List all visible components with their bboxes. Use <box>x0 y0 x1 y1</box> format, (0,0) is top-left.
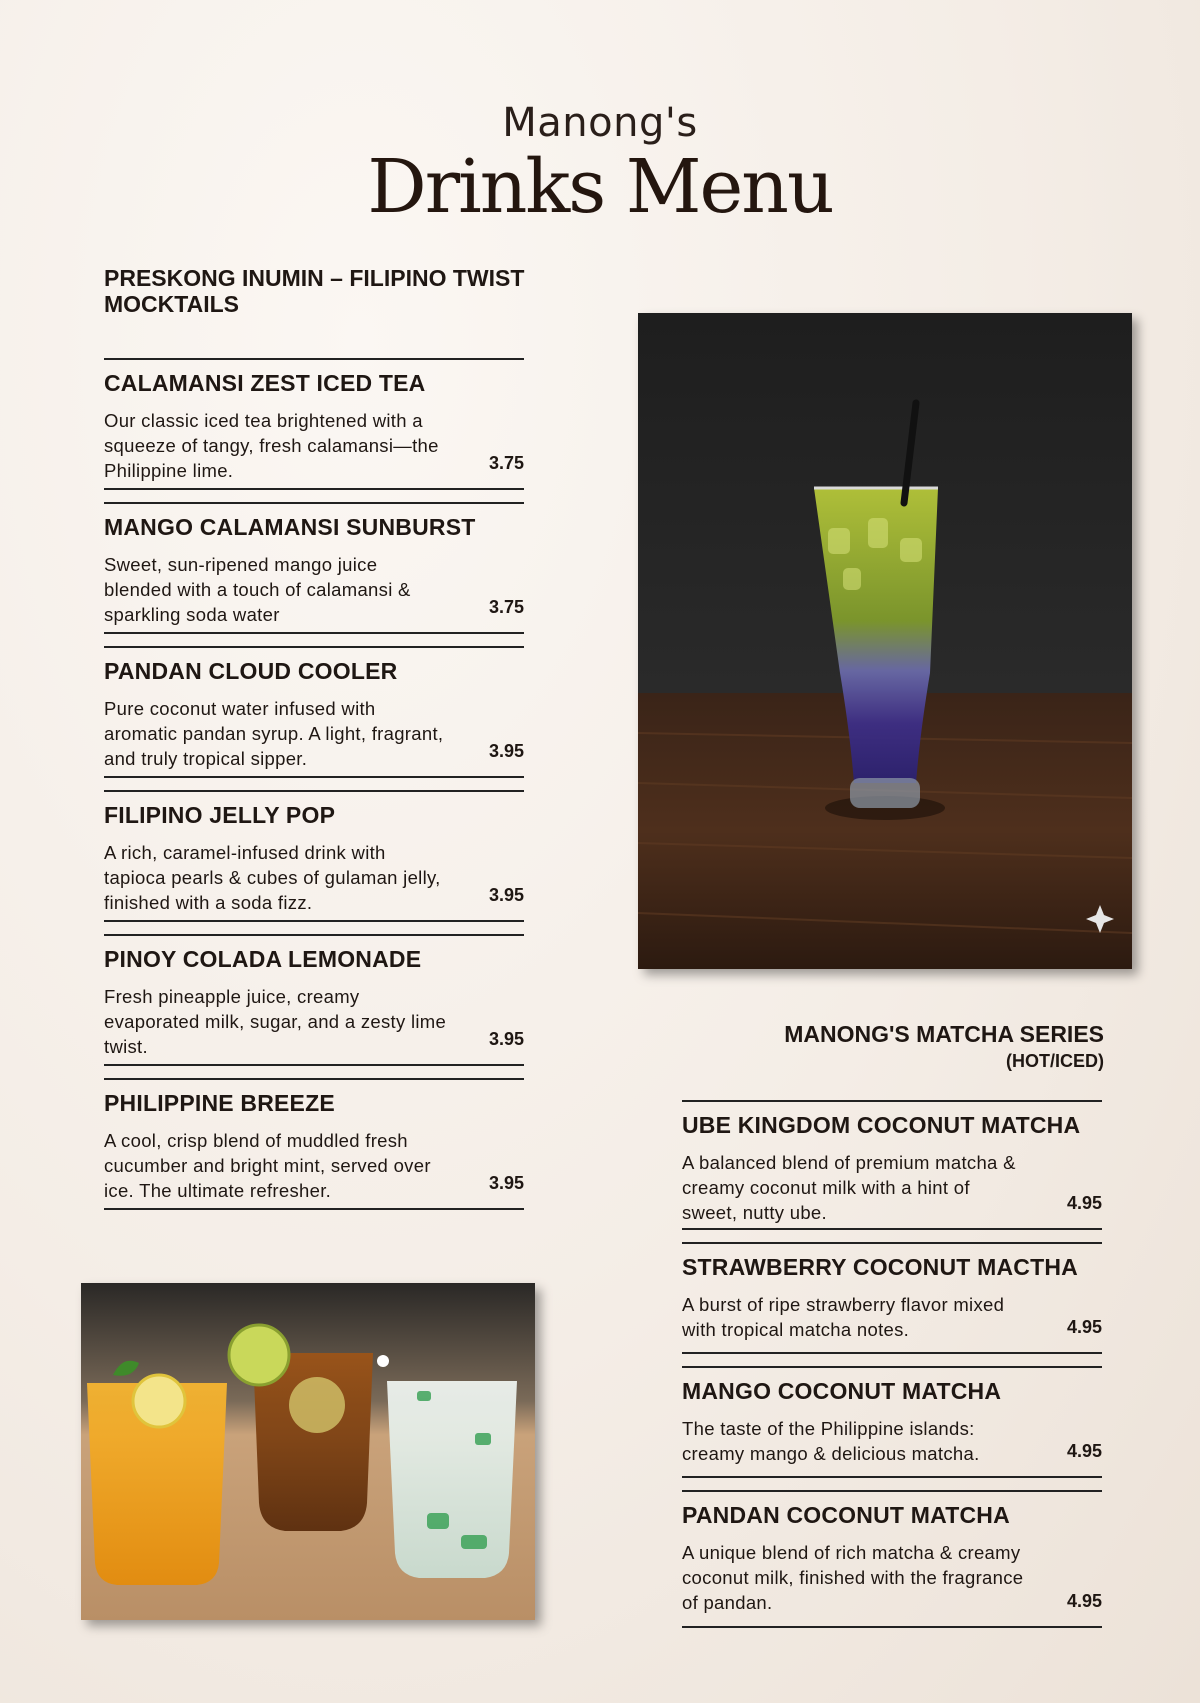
item-price: 4.95 <box>1066 1193 1102 1213</box>
item-description: A balanced blend of premium matcha & creamy coconut milk with a hint of sweet, nutty ube. <box>682 1151 1016 1223</box>
item-price: 3.75 <box>488 597 524 617</box>
item-description: A unique blend of rich matcha & creamy coconut milk, finished with the fragrance of pandan. <box>682 1541 1024 1613</box>
item-name: PANDAN CLOUD COOLER <box>104 658 398 684</box>
menu-item <box>682 1490 1102 1628</box>
item-description: A burst of ripe strawberry flavor mixed with tropical matcha notes. <box>682 1293 1005 1340</box>
item-price: 3.95 <box>488 1029 524 1049</box>
menu-item <box>104 934 524 1066</box>
item-price: 4.95 <box>1066 1591 1102 1611</box>
item-name: MANGO CALAMANSI SUNBURST <box>104 514 476 540</box>
section-title-matcha-text: MANONG'S MATCHA SERIES <box>784 1021 1104 1047</box>
item-name: PHILIPPINE BREEZE <box>104 1090 335 1116</box>
section-title-mocktails: PRESKONG INUMIN – FILIPINO TWIST MOCKTAILS <box>104 265 525 318</box>
menu-title: Drinks Menu <box>367 144 833 230</box>
item-price: 3.95 <box>488 741 524 761</box>
menu-item <box>682 1366 1102 1478</box>
item-name: CALAMANSI ZEST ICED TEA <box>104 370 426 396</box>
menu-item <box>104 358 524 490</box>
section-subtitle-hot-iced: (HOT/ICED) <box>1006 1051 1104 1072</box>
item-description: Sweet, sun-ripened mango juice blended with a touch of calamansi & sparkling soda water <box>104 553 411 625</box>
item-name: PINOY COLADA LEMONADE <box>104 946 422 972</box>
menu-item <box>104 790 524 922</box>
item-name: PANDAN COCONUT MATCHA <box>682 1502 1010 1528</box>
item-description: A rich, caramel-infused drink with tapioca pearls & cubes of gulaman jelly, finished with a soda fizz. <box>104 841 441 913</box>
section-title-matcha <box>784 1021 1104 1072</box>
menu-item <box>682 1242 1102 1354</box>
menu-header <box>0 100 1200 230</box>
matcha-list <box>682 1100 1102 1628</box>
menu-item <box>104 502 524 634</box>
menu-item <box>682 1100 1102 1230</box>
item-name: UBE KINGDOM COCONUT MATCHA <box>682 1112 1081 1138</box>
menu-item <box>104 1078 524 1210</box>
item-description: Fresh pineapple juice, creamy evaporated milk, sugar, and a zesty lime twist. <box>104 985 447 1057</box>
item-price: 3.75 <box>488 453 524 473</box>
item-description: A cool, crisp blend of muddled fresh cucumber and bright mint, served over ice. The ultimate refresher. <box>104 1129 431 1201</box>
menu-subtitle: Manong's <box>502 100 698 146</box>
item-name: STRAWBERRY COCONUT MACTHA <box>682 1254 1078 1280</box>
menu-item <box>104 646 524 778</box>
item-price: 3.95 <box>488 885 524 905</box>
matcha-drink-photo <box>638 313 1132 969</box>
mocktails-photo <box>81 1283 535 1620</box>
mocktails-list <box>104 358 524 1210</box>
item-price: 4.95 <box>1066 1317 1102 1337</box>
item-description: Pure coconut water infused with aromatic pandan syrup. A light, fragrant, and truly tropical sipper. <box>104 697 444 769</box>
item-description: Our classic iced tea brightened with a squeeze of tangy, fresh calamansi—the Philippine lime. <box>104 409 439 481</box>
item-price: 4.95 <box>1066 1441 1102 1461</box>
item-name: FILIPINO JELLY POP <box>104 802 336 828</box>
item-description: The taste of the Philippine islands: creamy mango & delicious matcha. <box>682 1417 980 1464</box>
item-name: MANGO COCONUT MATCHA <box>682 1378 1002 1404</box>
item-price: 3.95 <box>488 1173 524 1193</box>
